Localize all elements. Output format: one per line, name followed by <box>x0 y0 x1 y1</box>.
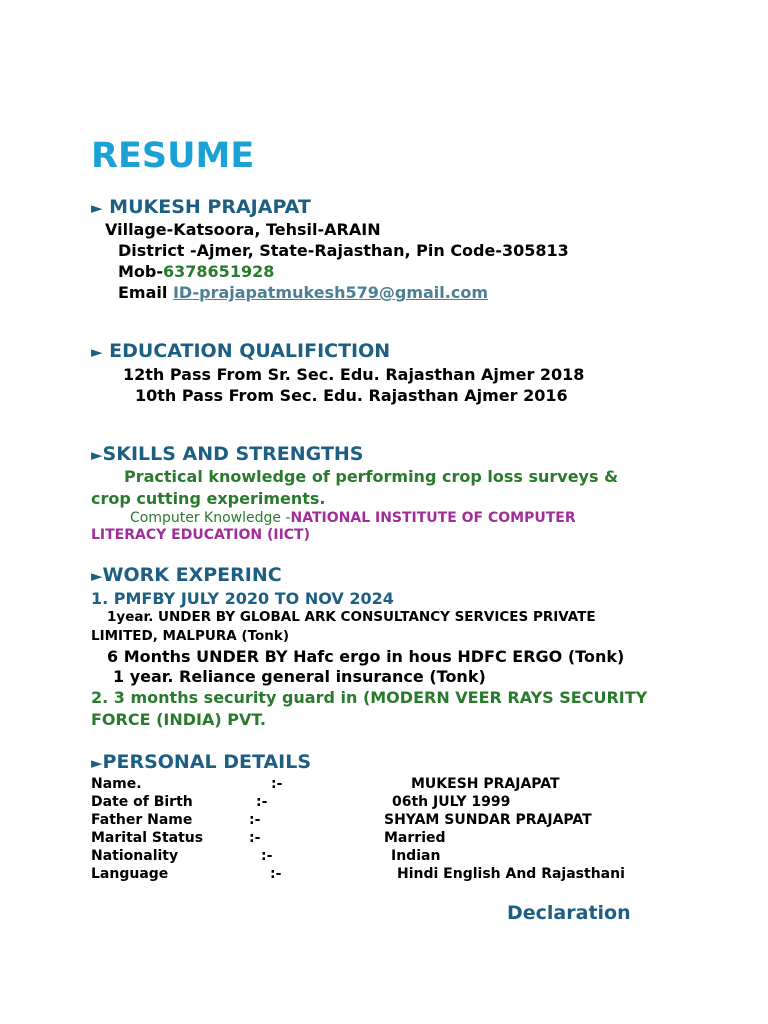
personal-separator: :- <box>249 830 261 846</box>
declaration-heading: Declaration <box>507 902 631 924</box>
computer-knowledge-value-2: LITERACY EDUCATION (IICT) <box>91 527 311 543</box>
name-heading <box>91 196 311 218</box>
personal-value-dob: 06th JULY 1999 <box>392 794 511 810</box>
personal-label-father: Father Name <box>91 812 193 828</box>
education-line-1: 12th Pass From Sr. Sec. Edu. Rajasthan Ajmer 2018 <box>123 365 585 384</box>
arrow-bullet-icon: ► <box>91 567 103 585</box>
personal-label-language: Language <box>91 866 169 882</box>
arrow-bullet-icon: ► <box>91 343 103 361</box>
computer-knowledge-value: NATIONAL INSTITUTE OF COMPUTER <box>290 510 576 526</box>
personal-label-name: Name. <box>91 776 142 792</box>
education-heading <box>91 340 390 362</box>
work-item-1: 1. PMFBY JULY 2020 TO NOV 2024 <box>91 589 394 608</box>
personal-separator: :- <box>256 794 268 810</box>
personal-label-dob: Date of Birth <box>91 794 193 810</box>
skills-heading-text: SKILLS AND STRENGTHS <box>102 443 364 465</box>
education-heading-text: EDUCATION QUALIFICTION <box>109 340 391 362</box>
email-line <box>118 283 488 302</box>
personal-value-marital: Married <box>384 830 446 846</box>
work-sub-3: 1 year. Reliance general insurance (Tonk) <box>113 667 486 686</box>
personal-separator: :- <box>270 866 282 882</box>
skills-line-2: crop cutting experiments. <box>91 489 326 508</box>
arrow-bullet-icon: ► <box>91 446 103 464</box>
personal-value-language: Hindi English And Rajasthani <box>397 866 625 882</box>
address-line-1: Village-Katsoora, Tehsil-ARAIN <box>105 220 381 239</box>
skills-heading <box>91 443 364 465</box>
address-line-2: District -Ajmer, State-Rajasthan, Pin Code-305813 <box>118 241 569 260</box>
work-item-2b: FORCE (INDIA) PVT. <box>91 710 266 729</box>
work-heading <box>91 564 282 586</box>
work-item-2a: 2. 3 months security guard in (MODERN VEER RAYS SECURITY <box>91 688 648 707</box>
arrow-bullet-icon: ► <box>91 199 103 217</box>
mobile-label: Mob- <box>118 262 164 281</box>
computer-knowledge-label: Computer Knowledge - <box>130 510 291 526</box>
skills-line-1: Practical knowledge of performing crop loss surveys & <box>124 467 619 486</box>
mobile-number: 6378651928 <box>163 262 275 281</box>
personal-value-nationality: Indian <box>391 848 441 864</box>
computer-knowledge-line <box>130 510 576 526</box>
personal-label-nationality: Nationality <box>91 848 179 864</box>
email-label: Email <box>118 283 173 302</box>
work-sub-1b: LIMITED, MALPURA (Tonk) <box>91 628 290 644</box>
personal-value-name: MUKESH PRAJAPAT <box>411 776 560 792</box>
personal-separator: :- <box>249 812 261 828</box>
personal-label-marital: Marital Status <box>91 830 204 846</box>
personal-separator: :- <box>271 776 283 792</box>
work-sub-1a: 1year. UNDER BY GLOBAL ARK CONSULTANCY SERVICES PRIVATE <box>107 609 596 625</box>
arrow-bullet-icon: ► <box>91 754 103 772</box>
work-heading-text: WORK EXPERINC <box>102 564 282 586</box>
candidate-name: MUKESH PRAJAPAT <box>109 196 311 218</box>
mobile-line <box>118 262 274 281</box>
personal-heading-text: PERSONAL DETAILS <box>102 751 312 773</box>
personal-separator: :- <box>261 848 273 864</box>
work-sub-2: 6 Months UNDER BY Hafc ergo in hous HDFC ERGO (Tonk) <box>107 647 625 666</box>
resume-title: RESUME <box>91 136 255 176</box>
email-link[interactable]: ID-prajapatmukesh579@gmail.com <box>172 283 488 302</box>
personal-heading <box>91 751 311 773</box>
education-line-2: 10th Pass From Sec. Edu. Rajasthan Ajmer 2016 <box>135 386 568 405</box>
personal-value-father: SHYAM SUNDAR PRAJAPAT <box>384 812 592 828</box>
